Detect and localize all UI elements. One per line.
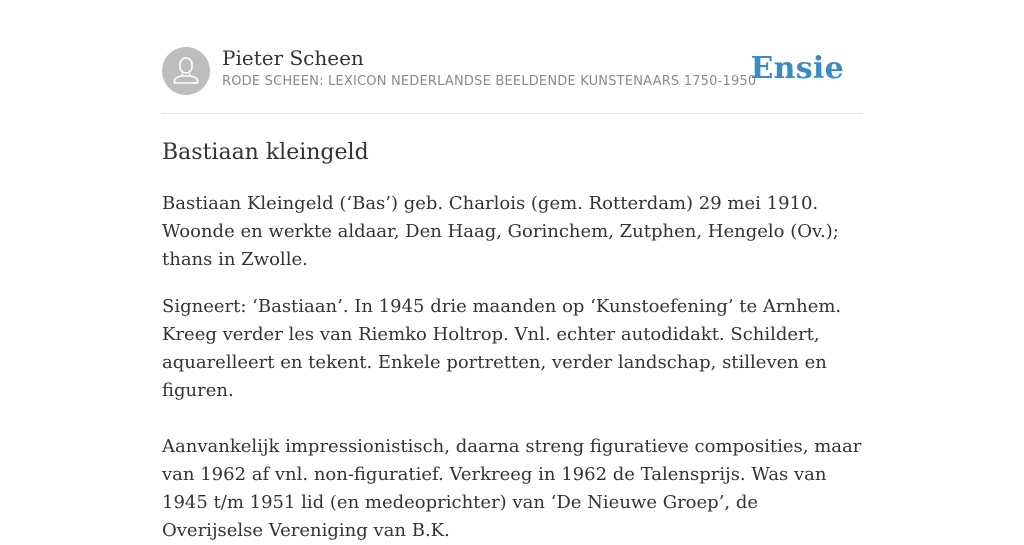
article-header [162, 45, 862, 97]
author-avatar[interactable] [162, 47, 210, 95]
article-paragraph: Signeert: ‘Bastiaan’. In 1945 drie maanden op ‘Kunstoefening’ te Arnhem. Kreeg verder les van Riemko Holtrop. Vnl. echter autodidakt. Schildert, aquarelleert en tekent. Enkele portretten, verder landschap, stilleven en figuren. [162, 296, 842, 401]
user-silhouette-icon [162, 47, 210, 95]
header-divider [162, 113, 862, 114]
article-body [162, 190, 862, 545]
ensie-logo[interactable]: Ensie [750, 51, 844, 86]
article-paragraph: Bastiaan Kleingeld (‘Bas’) geb. Charlois (gem. Rotterdam) 29 mei 1910. Woonde en werkte aldaar, Den Haag, Gorinchem, Zutphen, Hengelo (Ov.); thans in Zwolle. [162, 193, 839, 270]
source-publication[interactable]: RODE SCHEEN: LEXICON NEDERLANDSE BEELDENDE KUNSTENAARS 1750-1950 [222, 74, 757, 89]
article-title: Bastiaan kleingeld [162, 140, 369, 165]
article-paragraph: Aanvankelijk impressionistisch, daarna streng figuratieve composities, maar van 1962 af vnl. non-figuratief. Verkreeg in 1962 de Talensprijs. Was van 1945 t/m 1951 lid (en medeoprichter) van ‘De Nieuwe Groep’, de Overijselse Vereniging van B.K. [162, 436, 862, 541]
author-name[interactable]: Pieter Scheen [222, 46, 364, 70]
